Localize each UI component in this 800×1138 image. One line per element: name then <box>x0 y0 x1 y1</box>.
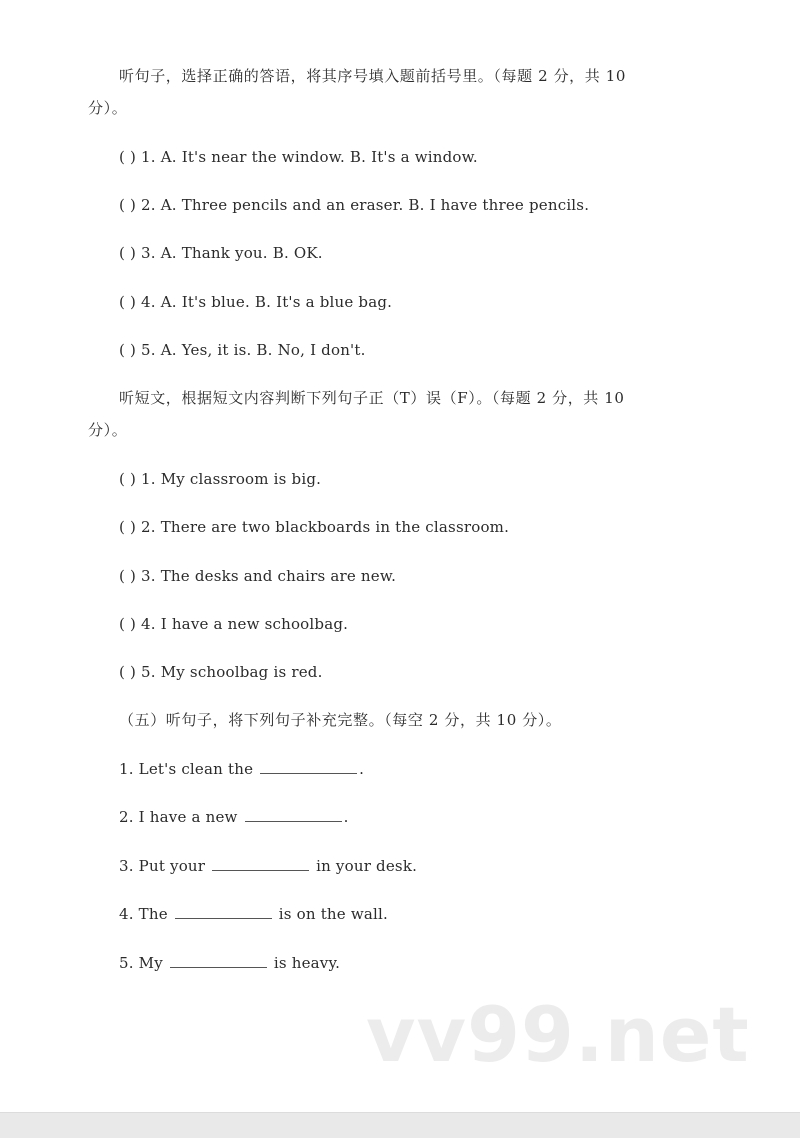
section3-heading: （五）听句子，将下列句子补充完整。（每空 2 分，共 10 分）。 <box>119 711 562 729</box>
fill-item-5-before: 5. My <box>119 954 163 972</box>
fill-item-2-before: 2. I have a new <box>119 808 238 826</box>
fill-item-2-after: . <box>343 808 349 826</box>
section1-item-3: ( ) 3. A. Thank you. B. OK. <box>119 244 323 262</box>
section2-heading: 听短文，根据短文内容判断下列句子正（T）误（F）。（每题 2 分，共 10 分）。 <box>88 389 625 439</box>
section2-item-1: ( ) 1. My classroom is big. <box>119 470 322 488</box>
fill-item-5-after: is heavy. <box>273 954 341 972</box>
section2-item-5: ( ) 5. My schoolbag is red. <box>119 663 323 681</box>
fill-item-1 <box>119 759 364 779</box>
fill-blank-3 <box>212 856 309 871</box>
fill-item-1-before: 1. Let's clean the <box>119 760 254 778</box>
fill-blank-1 <box>260 759 357 774</box>
section2-item-4: ( ) 4. I have a new schoolbag. <box>119 615 349 633</box>
section1-heading: 听句子，选择正确的答语，将其序号填入题前括号里。（每题 2 分，共 10 分）。 <box>88 67 627 117</box>
section1-item-1: ( ) 1. A. It's near the window. B. It's a window. <box>119 148 478 166</box>
fill-blank-4 <box>175 904 272 919</box>
fill-item-1-after: . <box>359 760 365 778</box>
fill-item-5 <box>119 953 340 973</box>
section2-item-2: ( ) 2. There are two blackboards in the classroom. <box>119 518 510 536</box>
fill-item-4 <box>119 904 388 924</box>
bottom-scroll-bar[interactable] <box>0 1112 800 1138</box>
section1-item-4: ( ) 4. A. It's blue. B. It's a blue bag. <box>119 293 393 311</box>
fill-item-4-after: is on the wall. <box>278 905 388 923</box>
fill-item-3-after: in your desk. <box>316 857 418 875</box>
fill-blank-5 <box>170 953 267 968</box>
section1-item-2: ( ) 2. A. Three pencils and an eraser. B. I have three pencils. <box>119 196 590 214</box>
fill-item-3-before: 3. Put your <box>119 857 206 875</box>
fill-item-4-before: 4. The <box>119 905 168 923</box>
fill-item-3 <box>119 856 417 876</box>
fill-item-2 <box>119 807 349 827</box>
section1-item-5: ( ) 5. A. Yes, it is. B. No, I don't. <box>119 341 366 359</box>
fill-blank-2 <box>245 807 342 822</box>
section2-item-3: ( ) 3. The desks and chairs are new. <box>119 567 397 585</box>
watermark-logo: vv99.net <box>366 990 750 1079</box>
